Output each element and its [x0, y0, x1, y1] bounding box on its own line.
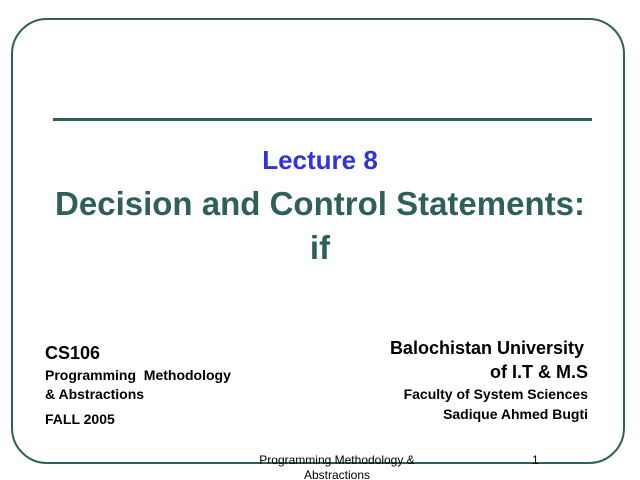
- slide-title: [0, 182, 640, 270]
- course-name-line-1: Programming Methodology: [45, 367, 231, 383]
- slide-title-line-2: if: [309, 229, 331, 266]
- title-divider: [53, 118, 592, 121]
- course-name-line-2: & Abstractions: [45, 386, 145, 402]
- course-term: FALL 2005: [45, 411, 115, 427]
- course-code: CS106: [45, 343, 101, 363]
- institution-info: [390, 336, 588, 424]
- footer-line-1: Programming Methodology &: [259, 453, 415, 467]
- university-name-line-2: of I.T & M.S: [490, 362, 588, 382]
- lecture-label: Lecture 8: [262, 145, 378, 175]
- university-name-line-1: Balochistan University: [389, 338, 584, 358]
- footer-course-title: [232, 453, 442, 480]
- course-info: [45, 340, 231, 429]
- author-name: Sadique Ahmed Bugti: [443, 406, 588, 422]
- slide-title-line-1: Decision and Control Statements:: [55, 185, 585, 222]
- faculty-name: Faculty of System Sciences: [403, 386, 588, 402]
- footer-line-2: Abstractions: [303, 468, 371, 480]
- page-number: 1: [532, 453, 539, 467]
